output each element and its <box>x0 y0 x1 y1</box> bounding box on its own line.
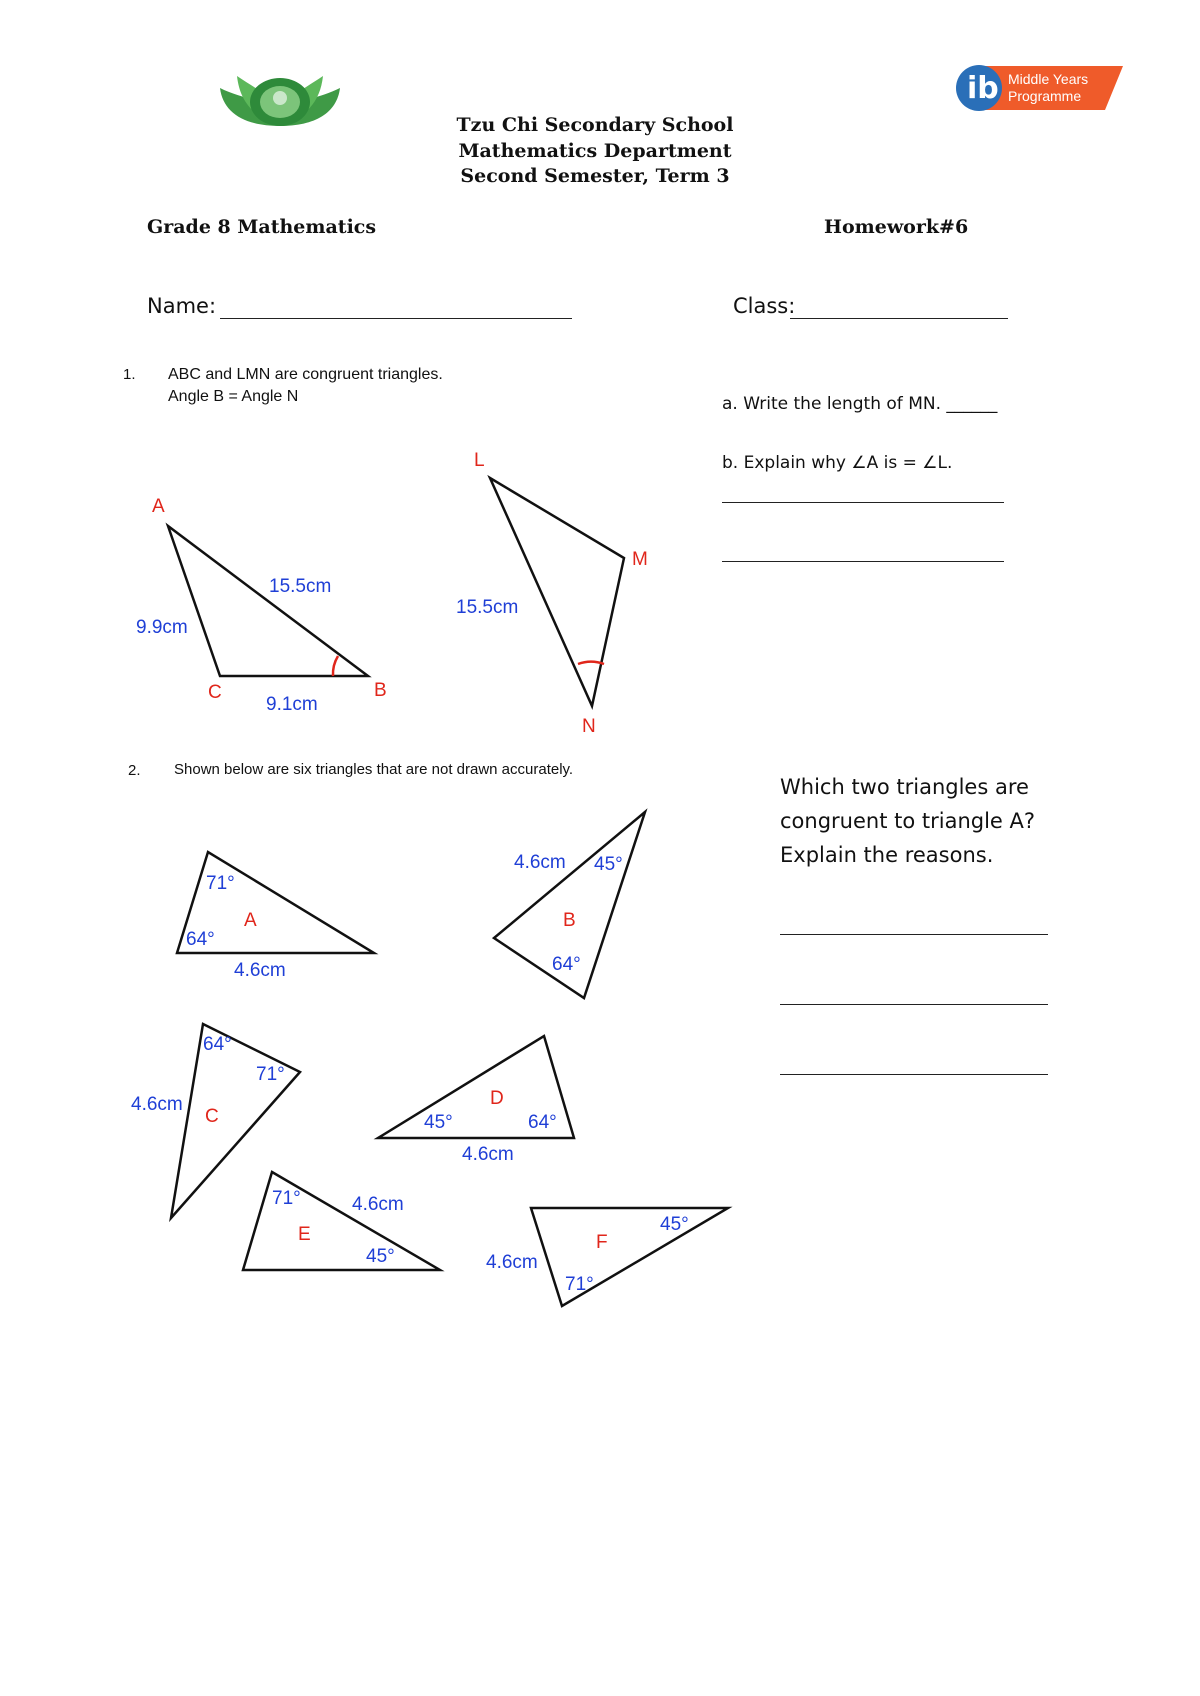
tri-b-angle2: 64° <box>552 954 581 975</box>
tri-b-name: B <box>563 910 576 931</box>
department-name: Mathematics Department <box>458 140 732 162</box>
triangle-f-shape <box>531 1208 728 1306</box>
tri-f-side: 4.6cm <box>486 1252 538 1273</box>
label-a: A <box>152 496 165 517</box>
length-ln: 15.5cm <box>456 597 519 618</box>
ib-logo-line1: Middle Years <box>1008 71 1089 87</box>
class-label: Class: <box>733 294 796 318</box>
tri-d-name: D <box>490 1088 504 1109</box>
q2-number: 2. <box>128 762 141 779</box>
grade-label: Grade 8 Mathematics <box>147 216 377 238</box>
length-ac: 9.9cm <box>136 617 188 638</box>
tri-f-angle1: 45° <box>660 1214 689 1235</box>
q2-figure <box>0 800 760 1320</box>
tri-c-side: 4.6cm <box>131 1094 183 1115</box>
label-b: B <box>374 680 387 701</box>
tri-a-name: A <box>244 910 257 931</box>
term-name: Second Semester, Term 3 <box>460 165 730 187</box>
tri-a-angle2: 64° <box>186 929 215 950</box>
school-logo <box>215 68 345 130</box>
tri-e-angle1: 71° <box>272 1188 301 1209</box>
name-label: Name: <box>147 294 217 318</box>
q1-answer-line-2[interactable] <box>722 561 1004 562</box>
tri-e-angle2: 45° <box>366 1246 395 1267</box>
q2-answer-line-2[interactable] <box>780 1004 1048 1005</box>
q1-line1: ABC and LMN are congruent triangles. <box>168 366 443 383</box>
ib-letters: ib <box>967 71 999 106</box>
q2-answer-line-3[interactable] <box>780 1074 1048 1075</box>
tri-a-angle1: 71° <box>206 873 235 894</box>
tri-f-name: F <box>596 1232 608 1253</box>
label-m: M <box>632 549 648 570</box>
q2-question <box>780 770 1035 872</box>
tri-c-angle2: 71° <box>256 1064 285 1085</box>
class-field-line[interactable] <box>790 318 1008 319</box>
q1-part-b: b. Explain why ∠A is = ∠L. <box>722 453 953 473</box>
angle-b-arc <box>333 656 338 676</box>
angle-n-arc <box>578 662 604 664</box>
school-name: Tzu Chi Secondary School <box>456 114 734 136</box>
tri-c-angle1: 64° <box>203 1034 232 1055</box>
q1-part-a: a. Write the length of MN. ______ <box>722 394 998 414</box>
q2-question-line1: Which two triangles are <box>780 775 1029 799</box>
q2-question-line3: Explain the reasons. <box>780 843 994 867</box>
tri-d-side: 4.6cm <box>462 1144 514 1165</box>
q1-line2: Angle B = Angle N <box>168 388 299 405</box>
q2-intro: Shown below are six triangles that are not drawn accurately. <box>174 761 574 778</box>
tri-b-angle1: 45° <box>594 854 623 875</box>
name-field-line[interactable] <box>220 318 572 319</box>
q2-question-line2: congruent to triangle A? <box>780 809 1036 833</box>
ib-logo-line2: Programme <box>1008 88 1082 104</box>
triangle-abc <box>168 526 368 676</box>
q1-figure <box>120 440 680 740</box>
q2-answer-line-1[interactable] <box>780 934 1048 935</box>
length-ab: 15.5cm <box>269 576 332 597</box>
tri-d-angle1: 45° <box>424 1112 453 1133</box>
label-n: N <box>582 716 596 737</box>
q1-number: 1. <box>123 366 136 383</box>
tri-b-side: 4.6cm <box>514 852 566 873</box>
length-cb: 9.1cm <box>266 694 318 715</box>
q1-answer-line-1[interactable] <box>722 502 1004 503</box>
tri-e-side: 4.6cm <box>352 1194 404 1215</box>
tri-a-side: 4.6cm <box>234 960 286 981</box>
ib-myp-logo <box>955 62 1127 114</box>
triangle-lmn <box>490 478 624 706</box>
tri-f-angle2: 71° <box>565 1274 594 1295</box>
label-l: L <box>474 450 485 471</box>
tri-d-angle2: 64° <box>528 1112 557 1133</box>
homework-label: Homework#6 <box>824 216 969 238</box>
tri-e-name: E <box>298 1224 311 1245</box>
q1-statement <box>168 364 443 408</box>
tri-c-name: C <box>205 1106 219 1127</box>
label-c: C <box>208 682 222 703</box>
triangle-e-shape <box>243 1172 440 1270</box>
